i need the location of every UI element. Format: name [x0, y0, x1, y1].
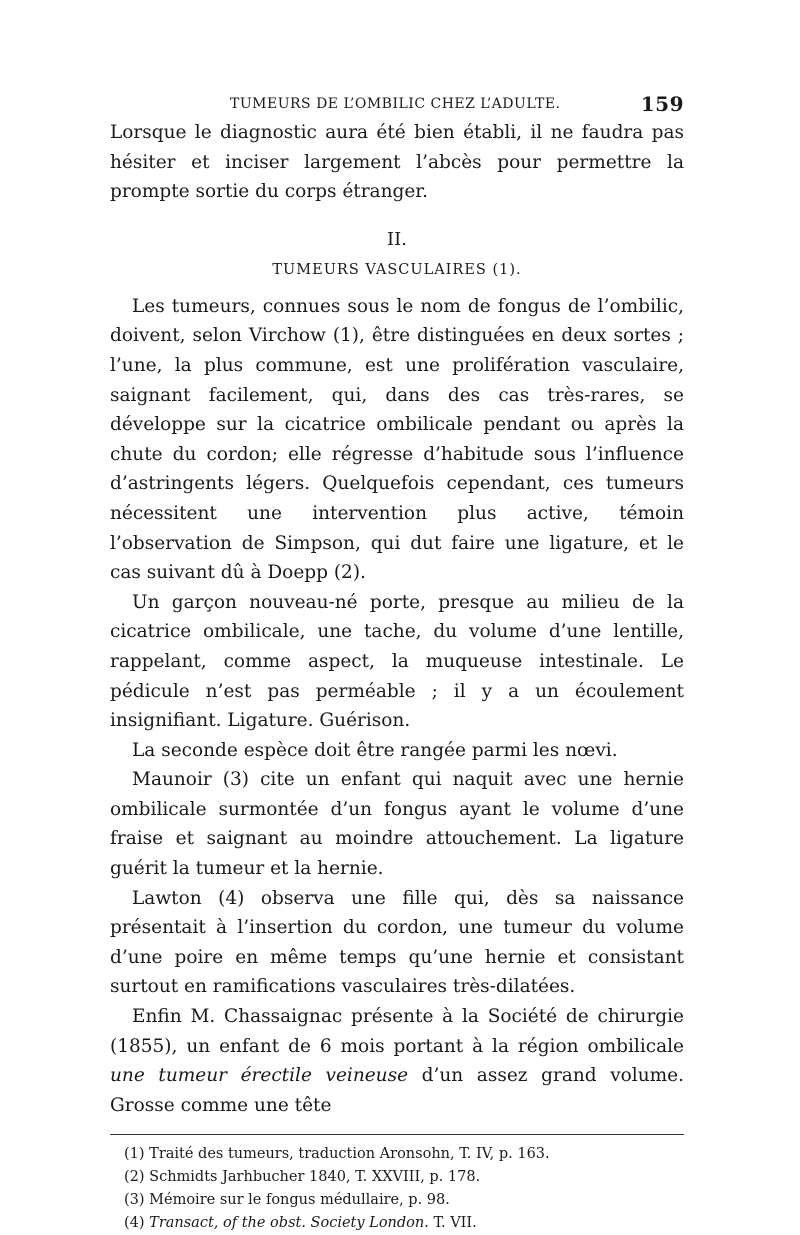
footnote-2: (2) Schmidts Jarhbucher 1840, T. XXVIII, p. 178.: [124, 1169, 481, 1186]
footnote-3: (3) Mémoire sur le fongus médullaire, p. 98.: [124, 1192, 450, 1209]
paragraph-6: Lawton (4) observa une fille qui, dès sa naissance présentait à l’insertion du cordon, une tumeur du volume d’une poire en même temps qu’une hernie et consistant surtout en ramifications vasculaires très-dilatées.: [110, 887, 684, 998]
footnote-divider: [110, 1134, 684, 1135]
page-number: 159: [640, 92, 684, 116]
paragraph-4: La seconde espèce doit être rangée parmi les nœvi.: [132, 739, 618, 761]
section-number: II.: [387, 228, 407, 250]
book-page: [110, 84, 684, 1235]
paragraph-7-text-b: d’un assez grand volume. Grosse comme une tête: [110, 1065, 684, 1116]
running-header: [110, 84, 684, 118]
paragraph-2: Les tumeurs, connues sous le nom de fongus de l’ombilic, doivent, selon Virchow (1), être distinguées en deux sortes ; l’une, la plus commune, est une prolifération vasculaire, saignant facilement, qui, dans des cas très-rares, se développe sur la cicatrice ombilicale pendant ou après la chute du cordon; elle régresse d’habitude sous l’influence d’astringents légers. Quelquefois cependant, ces tumeurs nécessitent une intervention plus active, témoin l’observation de Simpson, qui dut faire une ligature, et le cas suivant dû à Doepp (2).: [110, 295, 684, 584]
paragraph-7-text-a: Enfin M. Chassaignac présente à la Société de chirurgie (1855), un enfant de 6 mois portant à la région ombilicale: [110, 1006, 684, 1057]
section-title: TUMEURS VASCULAIRES (1).: [272, 261, 522, 278]
footnote-4-num: (4): [124, 1215, 150, 1232]
footnote-1: (1) Traité des tumeurs, traduction Aronsohn, T. IV, p. 163.: [124, 1146, 550, 1163]
paragraph-3: Un garçon nouveau-né porte, presque au milieu de la cicatrice ombilicale, une tache, du volume d’une lentille, rappelant, comme aspect, la muqueuse intestinale. Le pédicule n’est pas perméable ; il y a un écoulement insignifiant. Ligature. Guérison.: [110, 591, 684, 732]
paragraph-7: [110, 1002, 684, 1120]
footnote-4: [124, 1212, 684, 1235]
paragraph-1: Lorsque le diagnostic aura été bien établi, il ne faudra pas hésiter et inciser largement l’abcès pour permettre la prompte sortie du corps étranger.: [110, 122, 684, 203]
paragraph-5: Maunoir (3) cite un enfant qui naquit avec une hernie ombilicale surmontée d’un fongus ayant le volume d’une fraise et saignant au moindre attouchement. La ligature guérit la tumeur et la hernie.: [110, 769, 684, 880]
paragraph-7-italic: une tumeur érectile veineuse: [110, 1065, 409, 1087]
footnote-4-volume: T. VII.: [428, 1215, 477, 1232]
footnote-4-journal: Transact, of the obst. Society London.: [149, 1215, 429, 1232]
running-title: TUMEURS DE L’OMBILIC CHEZ L’ADULTE.: [230, 96, 561, 112]
